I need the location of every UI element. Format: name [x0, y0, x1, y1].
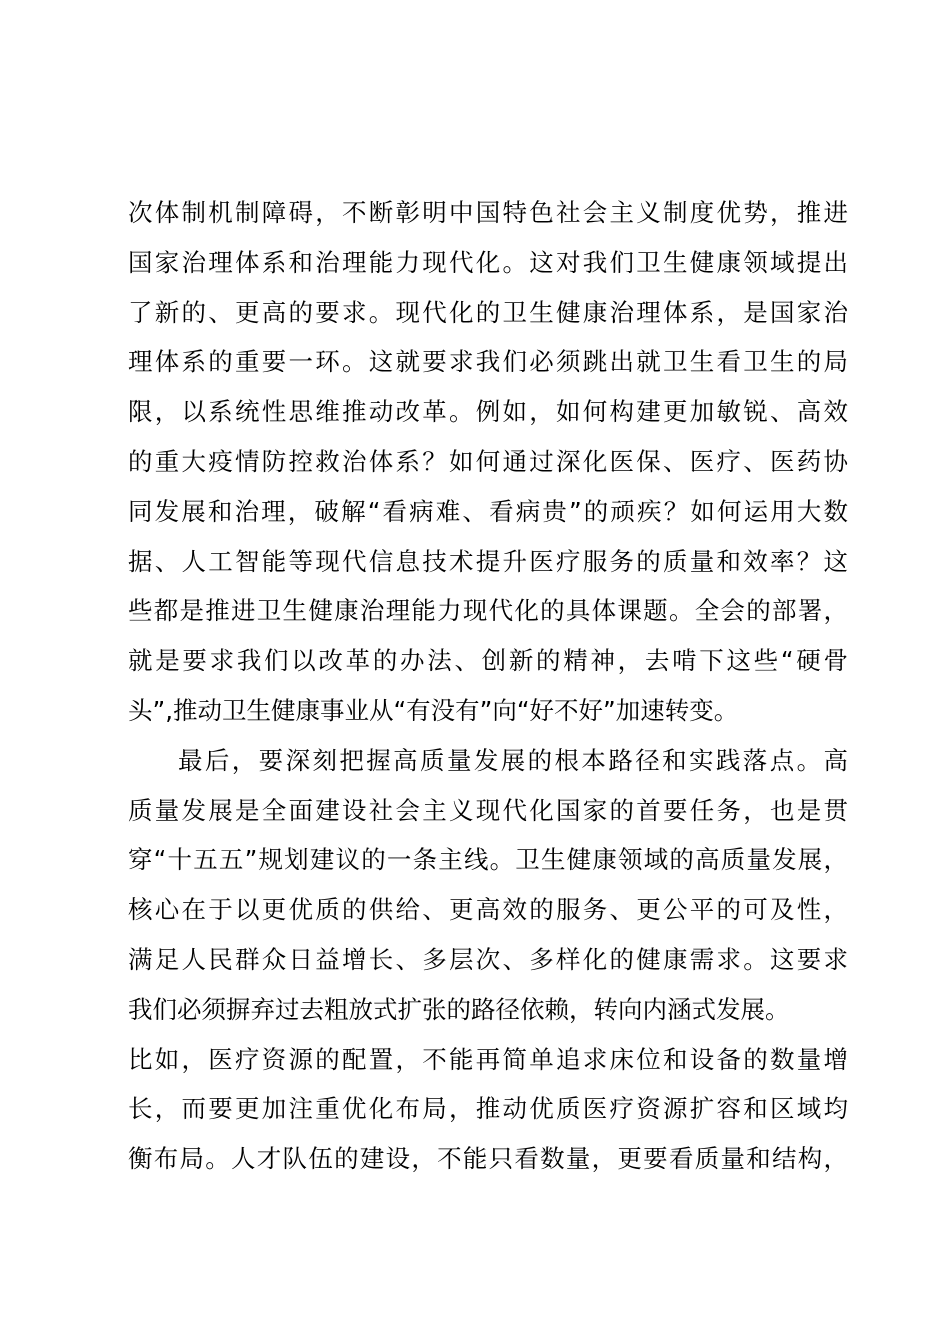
text-line: 理体系的重要一环。这就要求我们必须跳出就卫生看卫生的局 — [128, 347, 848, 377]
text-line: 长，而要更加注重优化布局，推动优质医疗资源扩容和区域均 — [128, 1094, 848, 1124]
text-line: 了新的、更高的要求。现代化的卫生健康治理体系，是国家治 — [128, 297, 848, 327]
text-line: 据、人工智能等现代信息技术提升医疗服务的质量和效率？这 — [128, 546, 848, 576]
text-line: 质量发展是全面建设社会主义现代化国家的首要任务，也是贯 — [128, 795, 848, 825]
text-line: 同发展和治理，破解“看病难、看病贵”的顽疾？如何运用大数 — [128, 496, 848, 526]
text-line: 衡布局。人才队伍的建设，不能只看数量，更要看质量和结构， — [128, 1144, 848, 1174]
text-line: 限，以系统性思维推动改革。例如，如何构建更加敏锐、高效 — [128, 397, 848, 427]
text-line: 最后，要深刻把握高质量发展的根本路径和实践落点。高 — [178, 745, 848, 775]
text-line: 的重大疫情防控救治体系？如何通过深化医保、医疗、医药协 — [128, 446, 848, 476]
text-line: 我们必须摒弃过去粗放式扩张的路径依赖，转向内涵式发展。 — [128, 994, 790, 1024]
text-line: 头”,推动卫生健康事业从“有没有”向“好不好”加速转变。 — [128, 695, 739, 725]
text-line: 比如，医疗资源的配置，不能再简单追求床位和设备的数量增 — [128, 1044, 848, 1074]
body-text — [128, 188, 848, 1184]
text-line: 国家治理体系和治理能力现代化。这对我们卫生健康领域提出 — [128, 247, 848, 277]
text-line: 些都是推进卫生健康治理能力现代化的具体课题。全会的部署， — [128, 596, 848, 626]
text-line: 穿“十五五”规划建议的一条主线。卫生健康领域的高质量发展， — [128, 845, 848, 875]
text-line: 满足人民群众日益增长、多层次、多样化的健康需求。这要求 — [128, 944, 848, 974]
text-line: 核心在于以更优质的供给、更高效的服务、更公平的可及性， — [128, 895, 848, 925]
text-line: 次体制机制障碍，不断彰明中国特色社会主义制度优势，推进 — [128, 198, 848, 227]
text-line: 就是要求我们以改革的办法、创新的精神，去啃下这些“硬骨 — [128, 646, 848, 676]
